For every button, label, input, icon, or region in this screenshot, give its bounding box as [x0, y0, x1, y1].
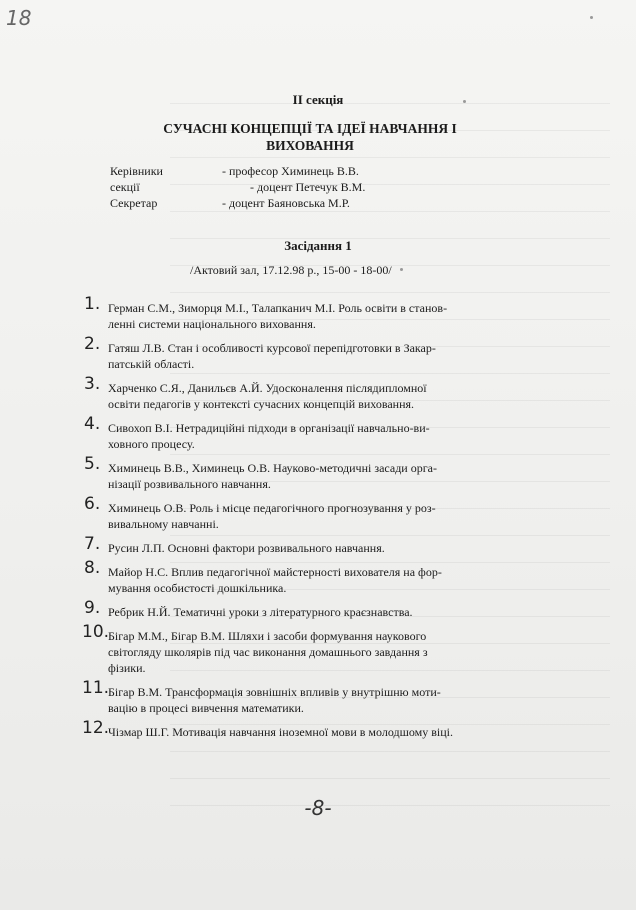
leader-label: Секретар — [110, 196, 158, 210]
agenda-text: Химинець В.В., Химинець О.В. Науково-методичні засади орга- — [108, 461, 437, 475]
agenda-number: 8. — [84, 558, 101, 578]
agenda-text: нізації розвивального навчання. — [108, 477, 271, 491]
agenda-text: Герман С.М., Зиморця М.І., Талапканич М.І. Роль освіти в станов- — [108, 301, 448, 315]
handwritten-footer-page: -8- — [304, 796, 332, 820]
agenda-number: 3. — [84, 374, 101, 394]
agenda-text: мування особистості дошкільника. — [108, 581, 287, 595]
agenda-item — [82, 622, 560, 676]
agenda-list — [82, 294, 560, 748]
agenda-number: 11. — [82, 678, 110, 698]
agenda-number: 7. — [84, 534, 101, 554]
agenda-text: світогляду школярів під час виконання домашнього завдання з — [108, 645, 428, 659]
agenda-text: Гатяш Л.В. Стан і особливості курсової перепідготовки в Закар- — [108, 341, 436, 355]
agenda-text: вацію в процесі вивчення математики. — [108, 701, 304, 715]
agenda-text: освіти педагогів у контексті сучасних концепцій виховання. — [108, 397, 415, 411]
agenda-number: 9. — [84, 598, 101, 618]
agenda-text: Бігар М.М., Бігар В.М. Шляхи і засоби формування наукового — [108, 629, 427, 643]
leader-label: Керівники секції — [110, 164, 163, 194]
leader-value: - доцент Баяновська М.Р. — [222, 196, 350, 210]
speck — [590, 16, 593, 19]
agenda-number: 2. — [84, 334, 101, 354]
agenda-item — [84, 374, 560, 412]
agenda-number: 6. — [84, 494, 101, 514]
agenda-text: Майор Н.С. Вплив педагогічної майстерності вихователя на фор- — [108, 565, 442, 579]
agenda-number: 1. — [84, 294, 101, 314]
agenda-text: Бігар В.М. Трансформація зовнішніх впливів у внутрішню моти- — [108, 685, 441, 699]
handwritten-page-number: 18 — [6, 6, 32, 30]
agenda-item — [82, 718, 560, 740]
agenda-item — [82, 678, 560, 716]
agenda-text: вивальному навчанні. — [108, 517, 219, 531]
agenda-item — [84, 598, 560, 620]
agenda-number: 4. — [84, 414, 101, 434]
meeting-place: /Актовий зал, 17.12.98 р., 15-00 - 18-00/ — [190, 263, 392, 277]
agenda-text: Ребрик Н.Й. Тематичні уроки з літературного краєзнавства. — [108, 605, 413, 619]
agenda-item — [84, 534, 560, 556]
agenda-text: Русин Л.П. Основні фактори розвивального навчання. — [108, 541, 385, 555]
speck — [400, 268, 403, 271]
agenda-number: 10. — [82, 622, 110, 642]
leader-value: - професор Химинець В.В. — [222, 164, 359, 178]
agenda-item — [84, 334, 560, 372]
meeting-title: Засідання 1 — [284, 238, 352, 253]
section-title: II секція — [292, 92, 344, 107]
agenda-text: фізики. — [108, 661, 146, 675]
agenda-number: 12. — [82, 718, 110, 738]
agenda-item — [84, 494, 560, 532]
agenda-item — [84, 558, 560, 596]
agenda-text: патській області. — [108, 357, 195, 371]
agenda-text: Сивохоп В.І. Нетрадиційні підходи в організації навчально-ви- — [108, 421, 430, 435]
agenda-item — [84, 454, 560, 492]
agenda-item — [84, 414, 560, 452]
agenda-text: ленні системи національного виховання. — [108, 317, 316, 331]
agenda-text: ховного процесу. — [108, 437, 195, 451]
agenda-text: Харченко С.Я., Данильєв А.Й. Удосконалення післядипломної — [108, 381, 427, 395]
agenda-text: Чізмар Ш.Г. Мотивація навчання іноземної мови в молодшому віці. — [108, 725, 453, 739]
agenda-item — [84, 294, 560, 332]
agenda-text: Химинець О.В. Роль і місце педагогічного прогнозування у роз- — [108, 501, 436, 515]
agenda-number: 5. — [84, 454, 101, 474]
leader-value: - доцент Петечук В.М. — [250, 180, 366, 194]
section-subtitle: СУЧАСНІ КОНЦЕПЦІЇ ТА ІДЕЇ НАВЧАННЯ І ВИХОВАННЯ — [163, 121, 457, 153]
